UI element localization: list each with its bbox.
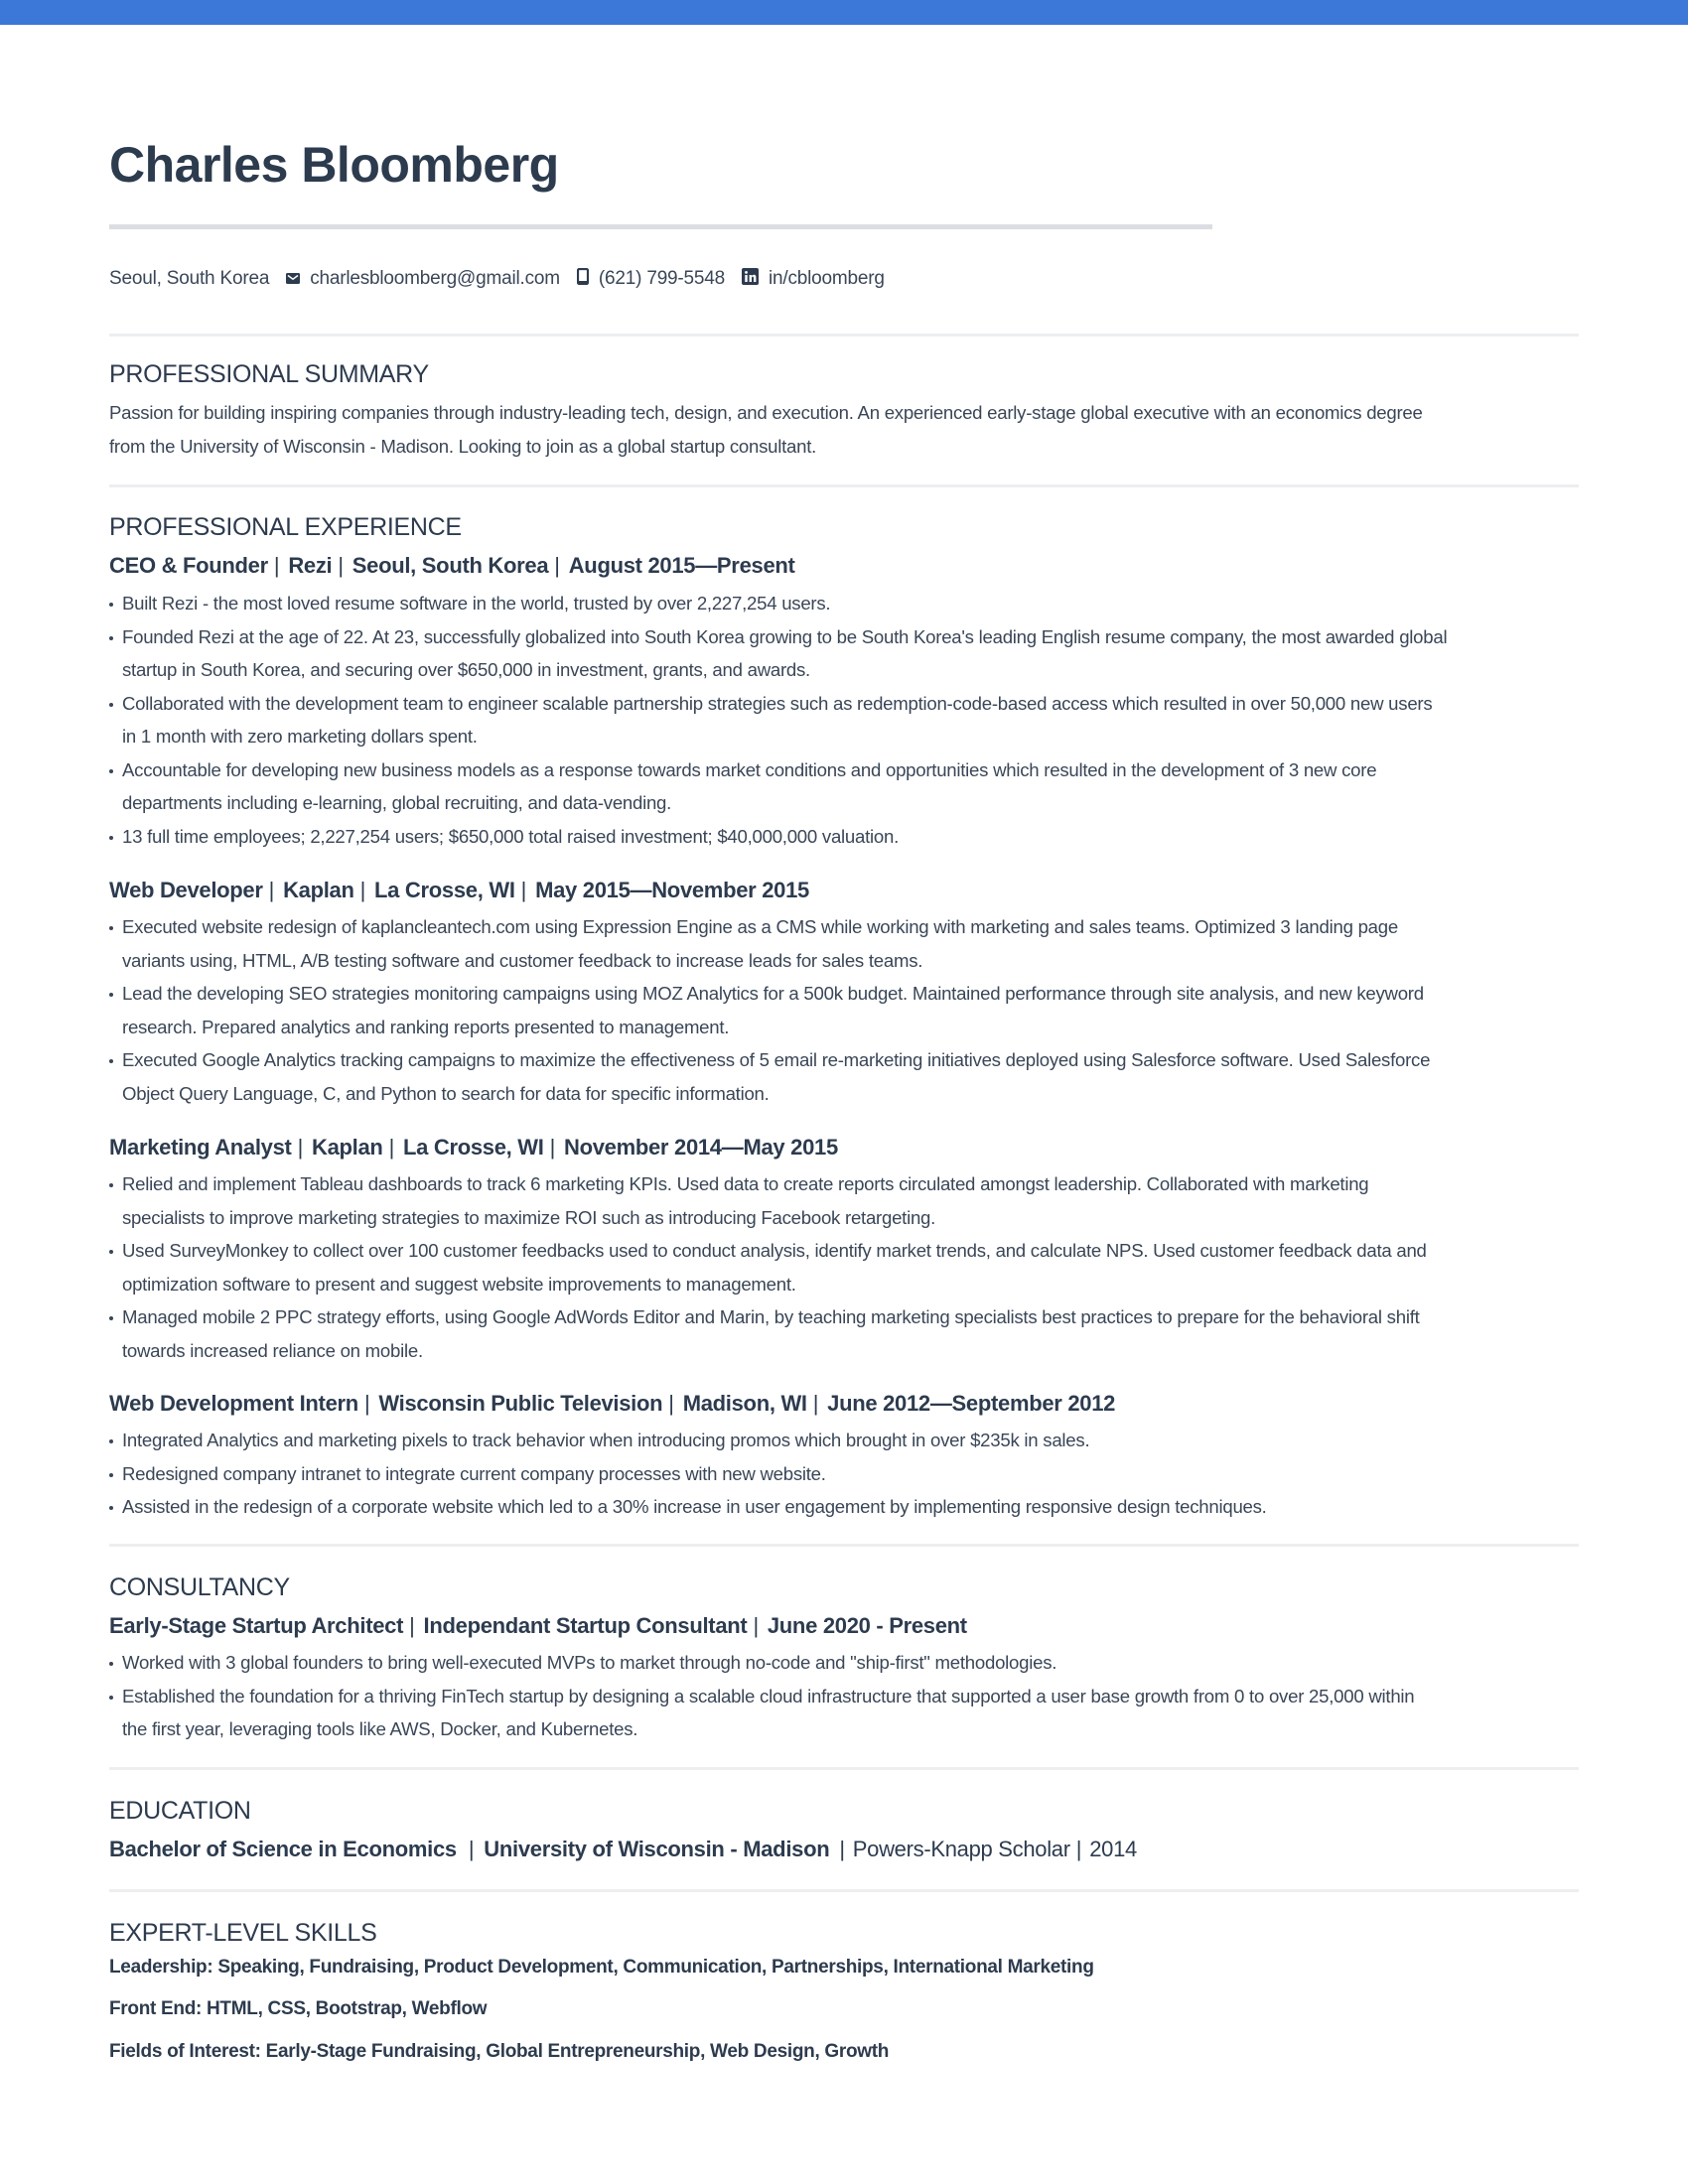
bullet-item: Integrated Analytics and marketing pixels to track behavior when introducing promos which brought in over $235k in sales. — [109, 1424, 1579, 1457]
section-title-experience: PROFESSIONAL EXPERIENCE — [109, 513, 462, 541]
job-heading — [109, 1134, 838, 1161]
bullet-item: Relied and implement Tableau dashboards to track 6 marketing KPIs. Used data to create reports circulated amongst leadership. Collaborated with marketing specialists to improve marketing strategies to maximize ROI such as introducing Facebook retargeting. — [109, 1167, 1579, 1234]
section-divider — [109, 1889, 1579, 1892]
consultancy-heading — [109, 1612, 967, 1640]
job-bullets — [109, 1424, 1579, 1524]
job-location: La Crosse, WI — [402, 1135, 544, 1160]
separator: | — [338, 553, 344, 578]
job-role: Marketing Analyst — [109, 1135, 292, 1160]
envelope-icon — [286, 268, 300, 290]
job-company: Kaplan — [283, 878, 354, 902]
job-company: Rezi — [288, 553, 333, 578]
accent-top-bar — [0, 0, 1688, 25]
name-underline — [109, 224, 1212, 229]
summary-text: Passion for building inspiring companies through industry-leading tech, design, and execution. An experienced early-stage global executive with an economics degree from the University of Wisconsin - Madison. Looking to join as a global startup consultant. — [109, 402, 1423, 457]
separator: | — [268, 878, 275, 902]
linkedin-icon — [742, 268, 759, 291]
separator: | — [520, 878, 527, 902]
job-location: Seoul, South Korea — [352, 553, 549, 578]
linkedin-text: in/cbloomberg — [769, 268, 885, 289]
separator: | — [1075, 1837, 1082, 1861]
section-title-skills: EXPERT-LEVEL SKILLS — [109, 1919, 377, 1947]
bullet-item: Worked with 3 global founders to bring well-executed MVPs to market through no-code and "ship-first" methodologies. — [109, 1646, 1579, 1680]
job-dates: May 2015—November 2015 — [535, 878, 809, 902]
separator: | — [273, 553, 280, 578]
separator: | — [549, 1135, 555, 1160]
job-bullets — [109, 1167, 1579, 1367]
bullet-item: Established the foundation for a thriving FinTech startup by designing a scalable cloud infrastructure that supported a user base growth from 0 to over 25,000 within the first year, leveraging tools like AWS, Docker, and Kubernetes. — [109, 1680, 1579, 1746]
job-role: Early-Stage Startup Architect — [109, 1613, 404, 1638]
job-role: Web Developer — [109, 878, 263, 902]
section-title-consultancy: CONSULTANCY — [109, 1573, 290, 1601]
separator: | — [363, 1391, 370, 1416]
degree: Bachelor of Science in Economics — [109, 1837, 457, 1861]
bullet-item: Redesigned company intranet to integrate current company processes with new website. — [109, 1457, 1579, 1491]
separator: | — [468, 1837, 475, 1861]
section-title-education: EDUCATION — [109, 1797, 251, 1825]
job-company: Wisconsin Public Television — [378, 1391, 663, 1416]
section-divider — [109, 1544, 1579, 1547]
job-dates: November 2014—May 2015 — [564, 1135, 838, 1160]
job-location: La Crosse, WI — [374, 878, 515, 902]
skill-line-leadership: Leadership: Speaking, Fundraising, Product Development, Communication, Partnerships, International Marketing — [109, 1957, 1094, 1978]
candidate-name: Charles Bloomberg — [109, 137, 559, 193]
email-text: charlesbloomberg@gmail.com — [310, 268, 560, 289]
separator: | — [753, 1613, 759, 1638]
bullet-item: Collaborated with the development team to engineer scalable partnership strategies such as redemption-code-based access which resulted in over 50,000 new users in 1 month with zero marketing dollars spent. — [109, 687, 1579, 753]
bullet-item: Built Rezi - the most loved resume software in the world, trusted by over 2,227,254 users. — [109, 587, 1579, 620]
job-dates: August 2015—Present — [568, 553, 795, 578]
bullet-item: 13 full time employees; 2,227,254 users; $650,000 total raised investment; $40,000,000 valuation. — [109, 820, 1579, 854]
honor: Powers-Knapp Scholar — [852, 1837, 1070, 1861]
education-line — [109, 1836, 1137, 1863]
job-bullets — [109, 587, 1579, 853]
bullet-item: Managed mobile 2 PPC strategy efforts, using Google AdWords Editor and Marin, by teaching marketing specialists best practices to prepare for the behavioral shift towards increased reliance on mobile. — [109, 1300, 1579, 1367]
bullet-item: Accountable for developing new business models as a response towards market conditions and opportunities which resulted in the development of 3 new core departments including e-learning, global recruiting, and data-vending. — [109, 753, 1579, 820]
separator: | — [359, 878, 366, 902]
section-divider — [109, 334, 1579, 337]
separator: | — [668, 1391, 674, 1416]
contact-location: Seoul, South Korea — [109, 268, 270, 289]
school: University of Wisconsin - Madison — [484, 1837, 830, 1861]
bullet-item: Assisted in the redesign of a corporate website which led to a 30% increase in user engagement by implementing responsive design techniques. — [109, 1490, 1579, 1524]
contact-linkedin[interactable] — [742, 268, 885, 291]
phone-text: (621) 799-5548 — [598, 268, 726, 289]
job-location: Madison, WI — [682, 1391, 807, 1416]
mobile-phone-icon — [577, 268, 589, 291]
job-bullets — [109, 910, 1579, 1110]
contact-row — [109, 264, 902, 294]
separator: | — [297, 1135, 303, 1160]
job-heading — [109, 552, 795, 580]
separator: | — [388, 1135, 394, 1160]
bullet-item: Lead the developing SEO strategies monitoring campaigns using MOZ Analytics for a 500k budget. Maintained performance through site analysis, and new keyword research. Prepared analytics and ranking reports presented to management. — [109, 977, 1579, 1043]
bullet-item: Founded Rezi at the age of 22. At 23, successfully globalized into South Korea growing to be South Korea's leading English resume company, the most awarded global startup in South Korea, and securing over $650,000 in investment, grants, and awards. — [109, 620, 1579, 687]
job-role: Web Development Intern — [109, 1391, 358, 1416]
contact-phone[interactable] — [577, 268, 725, 291]
section-divider — [109, 484, 1579, 487]
bullet-item: Executed website redesign of kaplancleantech.com using Expression Engine as a CMS while working with marketing and sales teams. Optimized 3 landing page variants using, HTML, A/B testing software and customer feedback to increase leads for sales teams. — [109, 910, 1579, 977]
job-company: Kaplan — [312, 1135, 383, 1160]
job-role: CEO & Founder — [109, 553, 268, 578]
skill-line-front-end: Front End: HTML, CSS, Bootstrap, Webflow — [109, 1998, 488, 2019]
skill-line-interests: Fields of Interest: Early-Stage Fundraising, Global Entrepreneurship, Web Design, Growth — [109, 2041, 890, 2062]
bullet-item: Executed Google Analytics tracking campaigns to maximize the effectiveness of 5 email re-marketing initiatives deployed using Salesforce software. Used Salesforce Object Query Language, C, and Python to search for data for specific information. — [109, 1043, 1579, 1110]
job-dates: June 2012—September 2012 — [827, 1391, 1116, 1416]
job-heading — [109, 1390, 1115, 1418]
job-company: Independant Startup Consultant — [423, 1613, 748, 1638]
section-title-summary: PROFESSIONAL SUMMARY — [109, 360, 429, 388]
job-heading — [109, 877, 809, 904]
section-divider — [109, 1767, 1579, 1770]
separator: | — [812, 1391, 819, 1416]
separator: | — [554, 553, 560, 578]
job-dates: June 2020 - Present — [767, 1613, 967, 1638]
separator: | — [409, 1613, 415, 1638]
consultancy-bullets — [109, 1646, 1579, 1746]
contact-email[interactable] — [286, 268, 560, 290]
bullet-item: Used SurveyMonkey to collect over 100 customer feedbacks used to conduct analysis, identify market trends, and calculate NPS. Used customer feedback data and optimization software to present and suggest website improvements to management. — [109, 1234, 1579, 1300]
graduation-year: 2014 — [1089, 1837, 1137, 1861]
separator: | — [839, 1837, 845, 1861]
